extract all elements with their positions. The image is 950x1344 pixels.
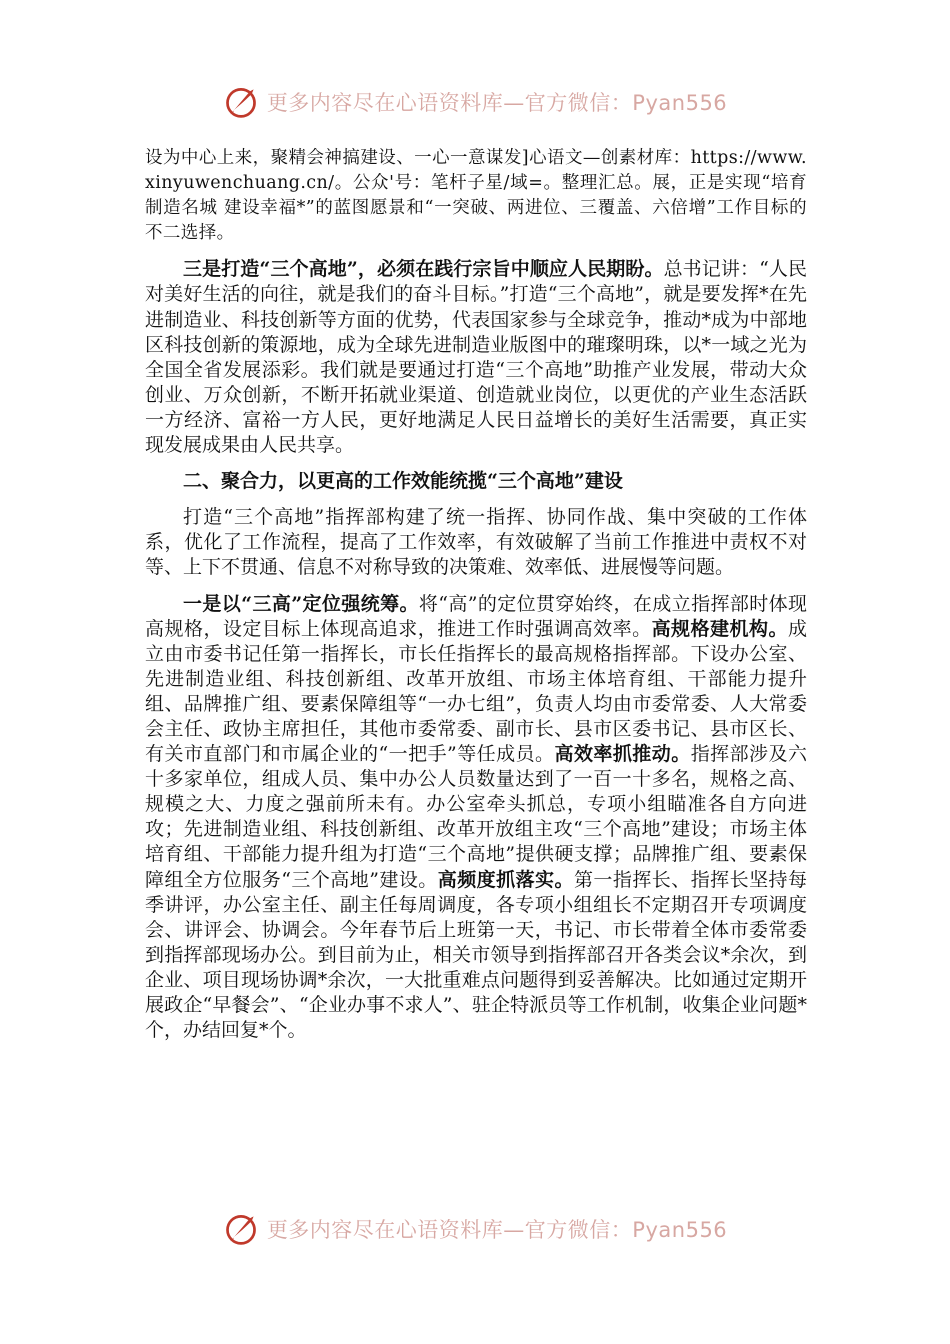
paragraph-4 bbox=[145, 592, 807, 1044]
paragraph-4-text-2: 成立由市委书记任第一指挥长，市长任指挥长的最高规格指挥部。下设办公室、先进制造业组、科技创新组、改革开放组、市场主体培育组、干部能力提升组、品牌推广组、要素保障组等“一办七组”，负责人均由市委常委、人大常委会主任、政协主席担任，其他市委常委、副市长、县市区委书记、县市区长、有关市直部门和市属企业的“一把手”等任成员。 bbox=[145, 617, 807, 766]
quill-logo-icon bbox=[223, 1211, 259, 1247]
paragraph-3: 打造“三个高地”指挥部构建了统一指挥、协同作战、集中突破的工作体系，优化了工作流程，提高了工作效率，有效破解了当前工作推进中责权不对等、上下不贯通、信息不对称导致的决策难、效率低、进展慢等问题。 bbox=[145, 506, 807, 579]
paragraph-4-lead-3: 高效率抓推动。 bbox=[554, 743, 691, 766]
footer-watermark-text: 更多内容尽在心语资料库—官方微信：Pyan556 bbox=[266, 1218, 728, 1242]
header-watermark bbox=[0, 80, 950, 124]
footer-watermark bbox=[0, 1207, 950, 1251]
paragraph-2-text: 总书记讲：“人民对美好生活的向往，就是我们的奋斗目标。”打造“三个高地”，就是要发挥*在先进制造业、科技创新等方面的优势，代表国家参与全球竞争，推动*成为中部地区科技创新的策源地，成为全球先进制造业版图中的璀璨明珠，以*一域之光为全国全省发展添彩。我们就是要通过打造“三个高地”助推产业发展，带动大众创业、万众创新，不断开拓就业渠道、创造就业岗位，以更优的产业生态活跃一方经济、富裕一方人民，更好地满足人民日益增长的美好生活需要，真正实现发展成果由人民共享。 bbox=[145, 258, 808, 457]
paragraph-4-text-3: 指挥部涉及六十多家单位，组成人员、集中办公人员数量达到了一百一十多名，规格之高、规模之大、力度之强前所未有。办公室牵头抓总，专项小组瞄准各自方向进攻；先进制造业组、科技创新组、改革开放组主攻“三个高地”建设；市场主体培育组、干部能力提升组为打造“三个高地”提供硬支撑；品牌推广组、要素保障组全方位服务“三个高地”建设。 bbox=[145, 743, 807, 891]
paragraph-1: 设为中心上来，聚精会神搞建设、一心一意谋发]心语文—创素材库：https://www.xinyuwenchuang.cn/。公众'号：笔杆子星/域=。整理汇总。展，正是实现“培育制造名城 建设幸福*”的蓝图愿景和“一突破、两进位、三覆盖、六倍增”工作目标的不二选择。 bbox=[145, 148, 807, 244]
paragraph-2 bbox=[145, 257, 807, 458]
quill-logo-icon bbox=[223, 84, 259, 120]
document-body bbox=[145, 146, 807, 1043]
paragraph-4-text-1: 将“高”的定位贯穿始终，在成立指挥部时体现高规格，设定目标上体现高追求，推进工作时强调高效率。 bbox=[145, 592, 808, 640]
paragraph-4-lead-1: 一是以“三高”定位强统筹。 bbox=[183, 592, 419, 615]
paragraph-4-lead-2: 高规格建机构。 bbox=[651, 617, 788, 640]
paragraph-4-lead-4: 高频度抓落实。 bbox=[437, 868, 574, 891]
paragraph-4-text-4: 第一指挥长、指挥长坚持每季讲评，办公室主任、副主任每周调度，各专项小组组长不定期召开专项调度会、讲评会、协调会。今年春节后上班第一天，书记、市长带着全体市委常委到指挥部现场办公。到目前为止，相关市领导到指挥部召开各类会议*余次，到企业、项目现场协调*余次，一大批重难点问题得到妥善解决。比如通过定期开展政企“早餐会”、“企业办事不求人”、驻企特派员等工作机制，收集企业问题*个，办结回复*个。 bbox=[145, 868, 807, 1042]
header-watermark-text: 更多内容尽在心语资料库—官方微信：Pyan556 bbox=[266, 91, 728, 115]
section-heading-2: 二、聚合力，以更高的工作效能统揽“三个高地”建设 bbox=[183, 470, 623, 493]
paragraph-2-lead: 三是打造“三个高地”，必须在践行宗旨中顺应人民期盼。 bbox=[183, 258, 664, 281]
